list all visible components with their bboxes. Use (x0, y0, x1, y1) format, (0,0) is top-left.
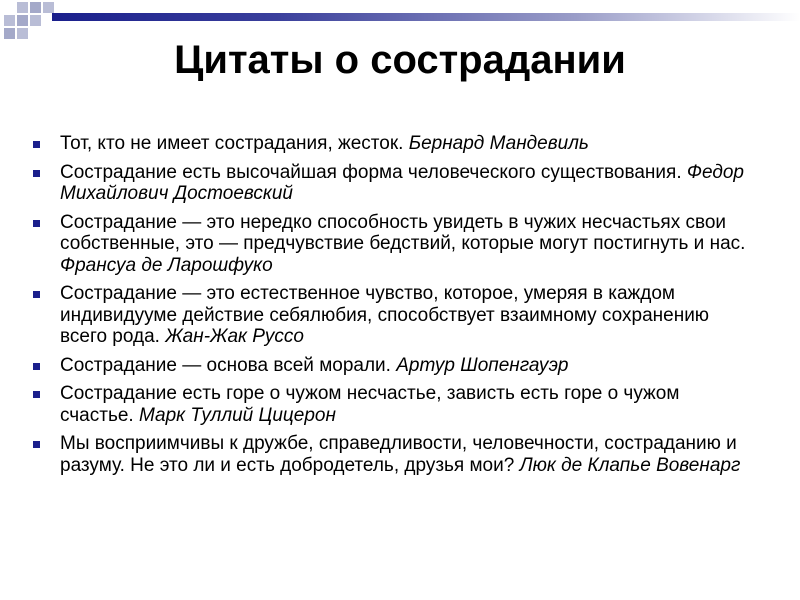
bullet-square-icon (33, 170, 40, 177)
bullet-square-icon (33, 441, 40, 448)
slide-title: Цитаты о сострадании (174, 38, 626, 82)
quote-item (33, 162, 753, 205)
bullet-square-icon (33, 391, 40, 398)
quote-text: Сострадание есть высочайшая форма человеческого существования. (60, 161, 682, 183)
quote-list (33, 133, 753, 483)
quote-text: Тот, кто не имеет сострадания, жесток. (60, 133, 404, 154)
top-gradient-bar (52, 13, 800, 21)
quote-text: Сострадание — это нередко способность увидеть в чужих несчастьях свои собственные, это — предчувствие бедствий, которые могут постигнуть и нас. (60, 211, 746, 254)
quote-author: Марк Туллий Цицерон (138, 404, 336, 426)
quote-author: Люк де Клапье Вовенарг (519, 454, 741, 476)
quote-author: Бернард Мандевиль (408, 133, 589, 154)
bullet-square-icon (33, 141, 40, 148)
decorative-square (4, 15, 15, 26)
bullet-square-icon (33, 220, 40, 227)
quote-text: Мы восприимчивы к дружбе, справедливости, человечности, состраданию и разуму. Не это ли и есть добродетель, друзья мои? (60, 433, 737, 476)
quote-text: Сострадание — основа всей морали. (60, 354, 391, 376)
decorative-square (17, 2, 28, 13)
quote-author: Жан-Жак Руссо (165, 326, 305, 347)
quote-item (33, 133, 753, 155)
quote-item (33, 433, 753, 476)
decorative-square (43, 2, 54, 13)
decorative-square (30, 2, 41, 13)
quote-item (33, 212, 753, 277)
bullet-square-icon (33, 363, 40, 370)
quote-item (33, 383, 753, 426)
decorative-square (30, 15, 41, 26)
quote-text: Сострадание есть горе о чужом несчастье, зависть есть горе о чужом счастье. (60, 383, 680, 426)
bullet-square-icon (33, 291, 40, 298)
quote-text: Сострадание — это естественное чувство, которое, умеряя в каждом индивидууме действие себялюбия, способствует взаимному сохранению всего рода. (60, 283, 710, 347)
quote-author: Артур Шопенгауэр (396, 354, 569, 376)
quote-author: Федор Михайлович Достоевский (60, 161, 744, 204)
quote-item (33, 355, 753, 377)
decorative-square (17, 15, 28, 26)
quote-item (33, 283, 753, 348)
quote-author: Франсуа де Ларошфуко (60, 254, 273, 276)
